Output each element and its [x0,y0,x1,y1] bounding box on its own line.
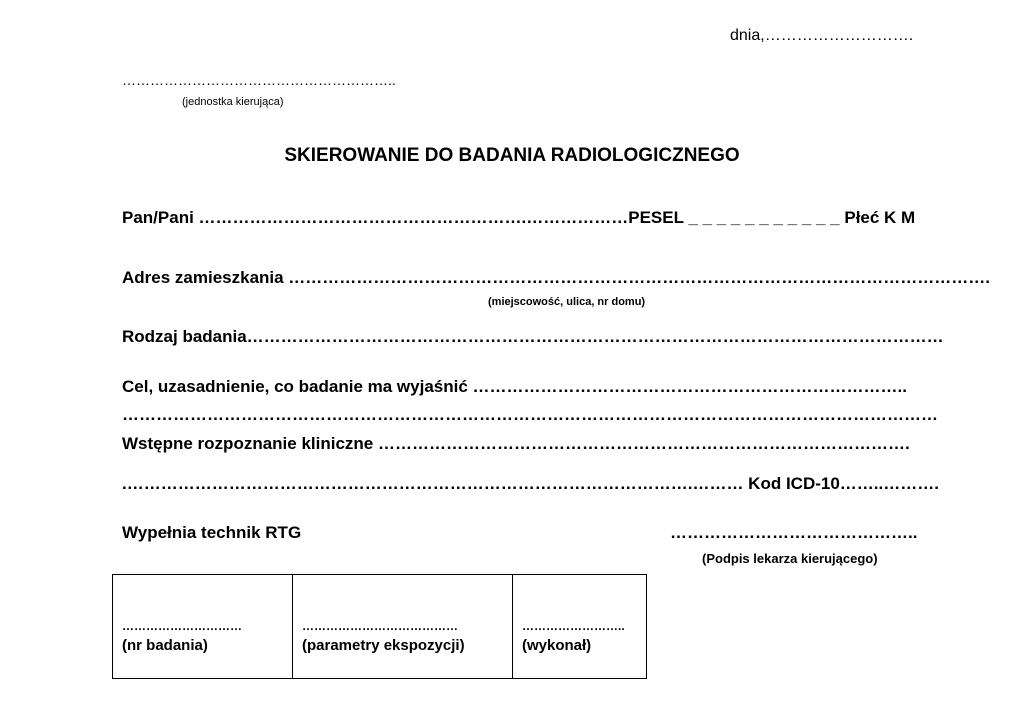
exposure-parameters-dots: ………………………………… [302,619,458,633]
signature-line: …………………………………….. [670,523,918,542]
exposure-parameters-cell [293,575,513,679]
performed-by-label: (wykonał) [522,637,592,654]
exam-number-label: (nr badania) [122,637,208,654]
patient-pesel-sex-line: Pan/Pani ………………………………………………….………………PESEL _ _ _ _ _ _ _ _ _ _ _ Płeć K M [122,208,916,227]
referring-unit-line: ………………………………………………….. [122,72,396,88]
technician-table [112,574,647,679]
clinical-diagnosis-line: Wstępne rozpoznanie kliniczne …………………………………………………………………………………. [122,434,910,453]
address-hint: (miejscowość, ulica, nr domu) [488,296,646,308]
exam-type-line: Rodzaj badania…………………………………………………………………………………………………………… [122,327,944,346]
technician-section-heading: Wypełnia technik RTG [122,523,302,542]
exam-number-cell [113,575,293,679]
signature-label: (Podpis lekarza kierującego) [702,551,878,566]
exposure-parameters-label: (parametry ekspozycji) [302,637,465,654]
purpose-continuation-line: ……………………………………………………………………………………………………………………………… [122,405,938,424]
performed-by-cell [513,575,647,679]
exam-number-dots: ………………………… [122,619,242,633]
address-line: Adres zamieszkania ……………………………………………………………………………………………………………. [122,268,991,287]
form-title: SKIEROWANIE DO BADANIA RADIOLOGICZNEGO [284,145,740,166]
date-line: dnia,………………………. [730,27,914,44]
performed-by-dots: …………………….. [522,619,625,633]
icd-code-line: .……………………………………………………………………………………….……… Kod ICD-10……..………. [122,474,939,493]
referring-unit-label: (jednostka kierująca) [182,96,284,108]
purpose-line: Cel, uzasadnienie, co badanie ma wyjaśnić ………………………………………………………………….. [122,377,907,396]
